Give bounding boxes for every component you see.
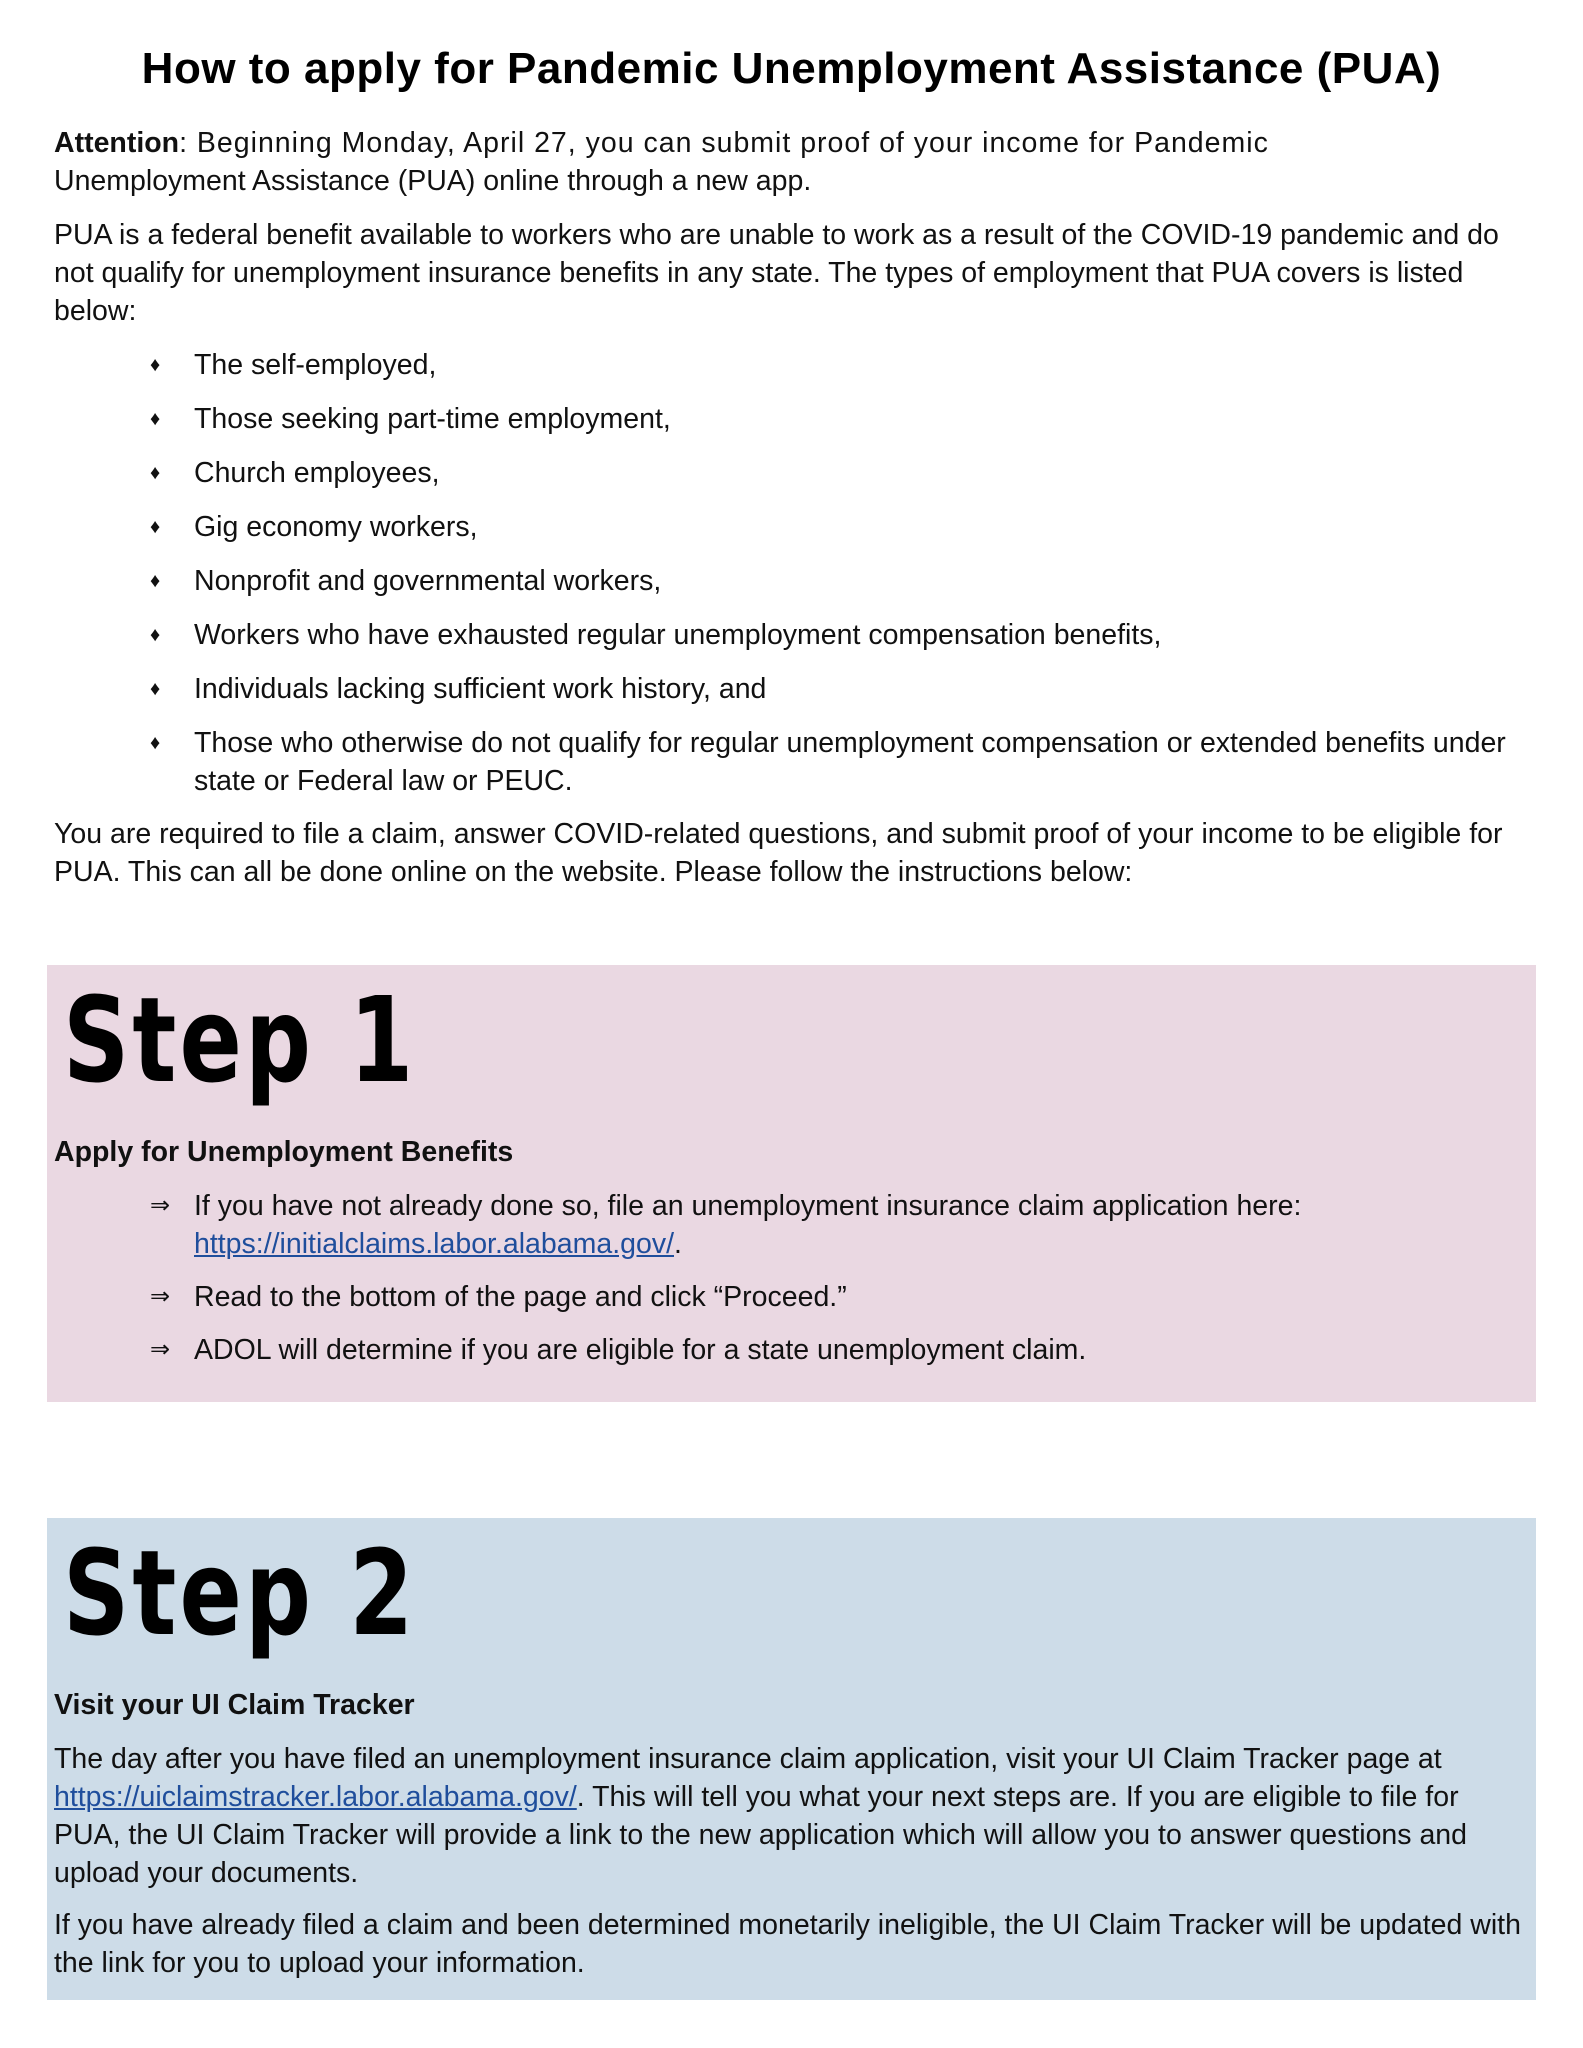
step-2-paragraph-1 <box>54 1740 1524 1892</box>
list-item <box>54 1331 1494 1369</box>
step-1-section <box>47 965 1536 1402</box>
list-item <box>54 454 1534 492</box>
step-2-p1-rest: . This will tell you what your next steps are. If you are eligible to file for PUA, the UI Claim Tracker will provide a link to the new application which will allow you to answer questions and upload your documents. <box>54 1781 1467 1889</box>
list-item <box>54 670 1534 708</box>
list-item <box>54 400 1534 438</box>
list-item <box>54 562 1534 600</box>
step-1-item-1-text: If you have not already done so, file an unemployment insurance claim application here: <box>194 1190 1302 1222</box>
step-1-heading: Step 1 <box>63 971 417 1109</box>
step-1-item-3-text: ADOL will determine if you are eligible for a state unemployment claim. <box>194 1334 1087 1366</box>
step-1-item-1-end: . <box>674 1228 682 1260</box>
step-2-heading: Step 2 <box>63 1524 417 1662</box>
list-item <box>54 346 1534 384</box>
list-item <box>54 508 1534 546</box>
page-title: How to apply for Pandemic Unemployment Assistance (PUA) <box>141 44 1442 93</box>
initial-claims-link[interactable]: https://initialclaims.labor.alabama.gov/ <box>194 1228 674 1260</box>
step-2-subheading: Visit your UI Claim Tracker <box>54 1689 415 1721</box>
diamond-bullet-icon: ♦ <box>150 624 161 646</box>
list-item-text: Workers who have exhausted regular unemployment compensation benefits, <box>194 619 1162 651</box>
list-item-text: Those who otherwise do not qualify for regular unemployment compensation or extended benefits under state or Federal law or PEUC. <box>194 727 1506 797</box>
arrow-bullet-icon: ⇒ <box>150 1336 171 1363</box>
attention-notice <box>54 124 1534 200</box>
list-item <box>54 616 1534 654</box>
employment-types-list <box>54 346 1534 816</box>
diamond-bullet-icon: ♦ <box>150 462 161 484</box>
step-2-section <box>47 1518 1536 2000</box>
list-item-text: Those seeking part-time employment, <box>194 403 671 435</box>
step-1-list <box>54 1187 1494 1384</box>
list-item <box>54 724 1534 800</box>
diamond-bullet-icon: ♦ <box>150 570 161 592</box>
attention-text-2: Unemployment Assistance (PUA) online through a new app. <box>54 165 812 197</box>
claims-tracker-link[interactable]: https://uiclaimstracker.labor.alabama.gov/ <box>54 1781 577 1813</box>
attention-text-1: : Beginning Monday, April 27, you can submit proof of your income for Pandemic <box>179 127 1269 159</box>
diamond-bullet-icon: ♦ <box>150 678 161 700</box>
step-1-subheading: Apply for Unemployment Benefits <box>54 1136 514 1168</box>
list-item-text: The self-employed, <box>194 349 437 381</box>
diamond-bullet-icon: ♦ <box>150 408 161 430</box>
step-1-item-2-text: Read to the bottom of the page and click “Proceed.” <box>194 1281 847 1313</box>
list-item-text: Individuals lacking sufficient work history, and <box>194 673 767 705</box>
arrow-bullet-icon: ⇒ <box>150 1192 171 1219</box>
list-item-text: Gig economy workers, <box>194 511 478 543</box>
list-item <box>54 1187 1494 1263</box>
attention-label: Attention <box>54 127 180 159</box>
step-2-paragraph-2: If you have already filed a claim and been determined monetarily ineligible, the UI Claim Tracker will be updated with the link for you to upload your information. <box>54 1909 1521 1979</box>
step-2-p1-text: The day after you have filed an unemployment insurance claim application, visit your UI Claim Tracker page at <box>54 1743 1442 1775</box>
intro-paragraph: PUA is a federal benefit available to workers who are unable to work as a result of the COVID-19 pandemic and do not qualify for unemployment insurance benefits in any state. The types of employment that PUA covers is listed below: <box>54 219 1499 327</box>
list-item-text: Nonprofit and governmental workers, <box>194 565 662 597</box>
arrow-bullet-icon: ⇒ <box>150 1283 171 1310</box>
diamond-bullet-icon: ♦ <box>150 354 161 376</box>
list-item-text: Church employees, <box>194 457 440 489</box>
requirements-paragraph: You are required to file a claim, answer COVID-related questions, and submit proof of your income to be eligible for PUA. This can all be done online on the website. Please follow the instructions below: <box>54 818 1503 888</box>
diamond-bullet-icon: ♦ <box>150 516 161 538</box>
list-item <box>54 1278 1494 1316</box>
diamond-bullet-icon: ♦ <box>150 732 161 754</box>
